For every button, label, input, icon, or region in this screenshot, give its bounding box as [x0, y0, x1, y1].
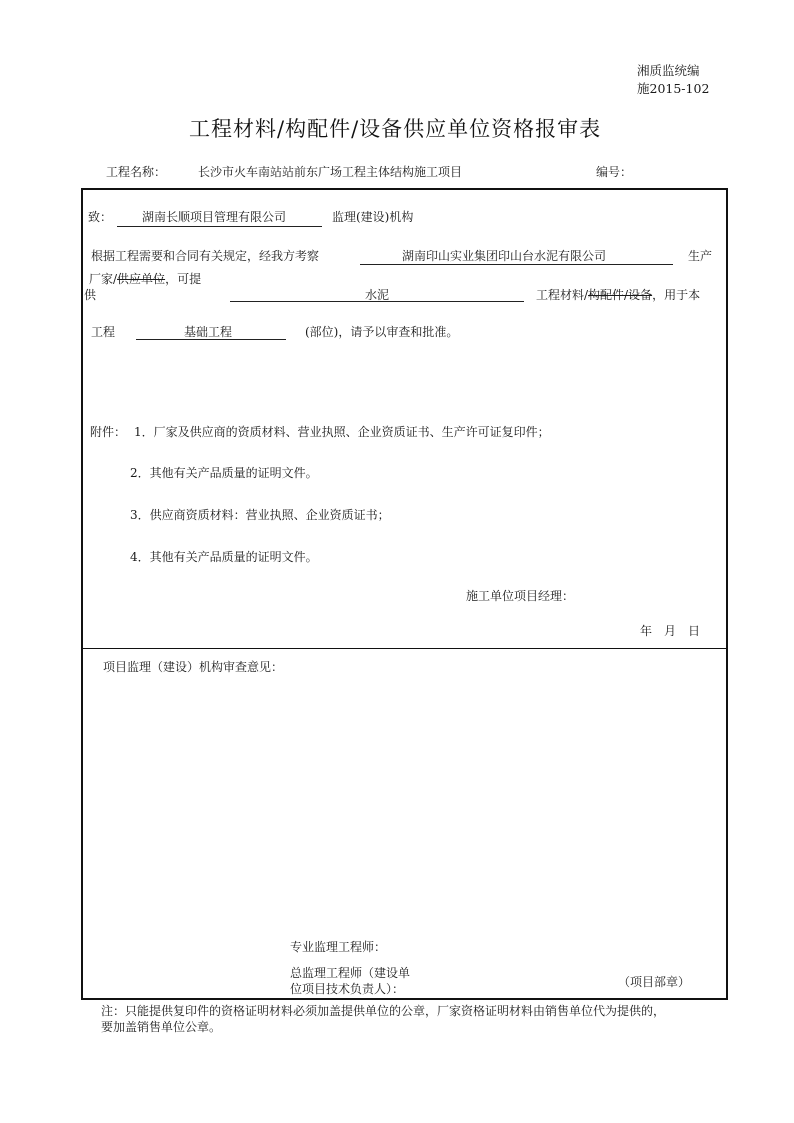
form-number-label: 编号： — [596, 165, 633, 179]
material-underline — [230, 301, 524, 302]
part-suffix: (部位)，请予以审查和批准。 — [305, 325, 459, 339]
attachments-label: 附件： — [90, 425, 127, 439]
manufacturer-label: 厂家/ — [89, 272, 118, 286]
supervisor-underline — [117, 226, 322, 227]
attachment-3: 3．供应商资质材料：营业执照、企业资质证书； — [130, 508, 390, 522]
material-name: 水泥 — [365, 288, 390, 302]
form-code-line1: 湘质监统编 — [637, 63, 700, 78]
supplier-name: 湖南印山实业集团印山台水泥有限公司 — [402, 249, 607, 263]
can-provide-text: ，可提 — [165, 272, 202, 286]
supervisor-suffix: 监理(建设)机构 — [332, 210, 414, 224]
section-divider — [81, 648, 728, 649]
material-type-label: 工程材料/ — [536, 288, 589, 302]
project-prefix: 工程 — [91, 325, 116, 339]
supplier-underline — [360, 264, 673, 265]
manufacturer-text — [89, 273, 201, 285]
chief-engineer-label-2: 位项目技术负责人）： — [290, 982, 405, 996]
components-struck: 构配件/设备 — [588, 288, 653, 302]
project-name-value: 长沙市火车南站站前东广场工程主体结构施工项目 — [198, 165, 463, 179]
review-opinion-label: 项目监理（建设）机构审查意见： — [103, 660, 284, 674]
form-code-line2: 施2015-102 — [637, 81, 710, 96]
attachment-4: 4．其他有关产品质量的证明文件。 — [130, 550, 318, 564]
to-label: 致： — [88, 210, 113, 224]
used-for-text: ，用于本 — [652, 288, 701, 302]
material-type-text — [536, 289, 700, 301]
attachment-2: 2．其他有关产品质量的证明文件。 — [130, 466, 318, 480]
part-underline — [136, 339, 286, 340]
supervisor-org: 湖南长顺项目管理有限公司 — [142, 210, 287, 224]
produce-text: 生产 — [688, 249, 713, 263]
intro-text: 根据工程需要和合同有关规定，经我方考察 — [91, 249, 320, 263]
chief-engineer-label-1: 总监理工程师（建设单 — [290, 966, 411, 980]
footnote-line2: 要加盖销售单位公章。 — [101, 1020, 222, 1034]
footnote-line1: 注：只能提供复印件的资格证明材料必须加盖提供单位的公章，厂家资格证明材料由销售单位代为提供的， — [101, 1004, 666, 1018]
specialist-engineer-label: 专业监理工程师： — [290, 940, 387, 954]
date-label: 年 月 日 — [640, 624, 701, 638]
project-name-label: 工程名称： — [106, 165, 167, 179]
attachment-1: 1．厂家及供应商的资质材料、营业执照、企业资质证书、生产许可证复印件； — [134, 425, 550, 439]
provide-text: 供 — [84, 288, 97, 302]
part-name: 基础工程 — [184, 325, 233, 339]
project-seal-label: （项目部章） — [618, 975, 691, 989]
supply-unit-struck: 供应单位 — [117, 272, 166, 286]
contractor-manager-label: 施工单位项目经理： — [466, 589, 575, 603]
form-table — [81, 188, 728, 1000]
page-title: 工程材料/构配件/设备供应单位资格报审表 — [189, 117, 602, 141]
